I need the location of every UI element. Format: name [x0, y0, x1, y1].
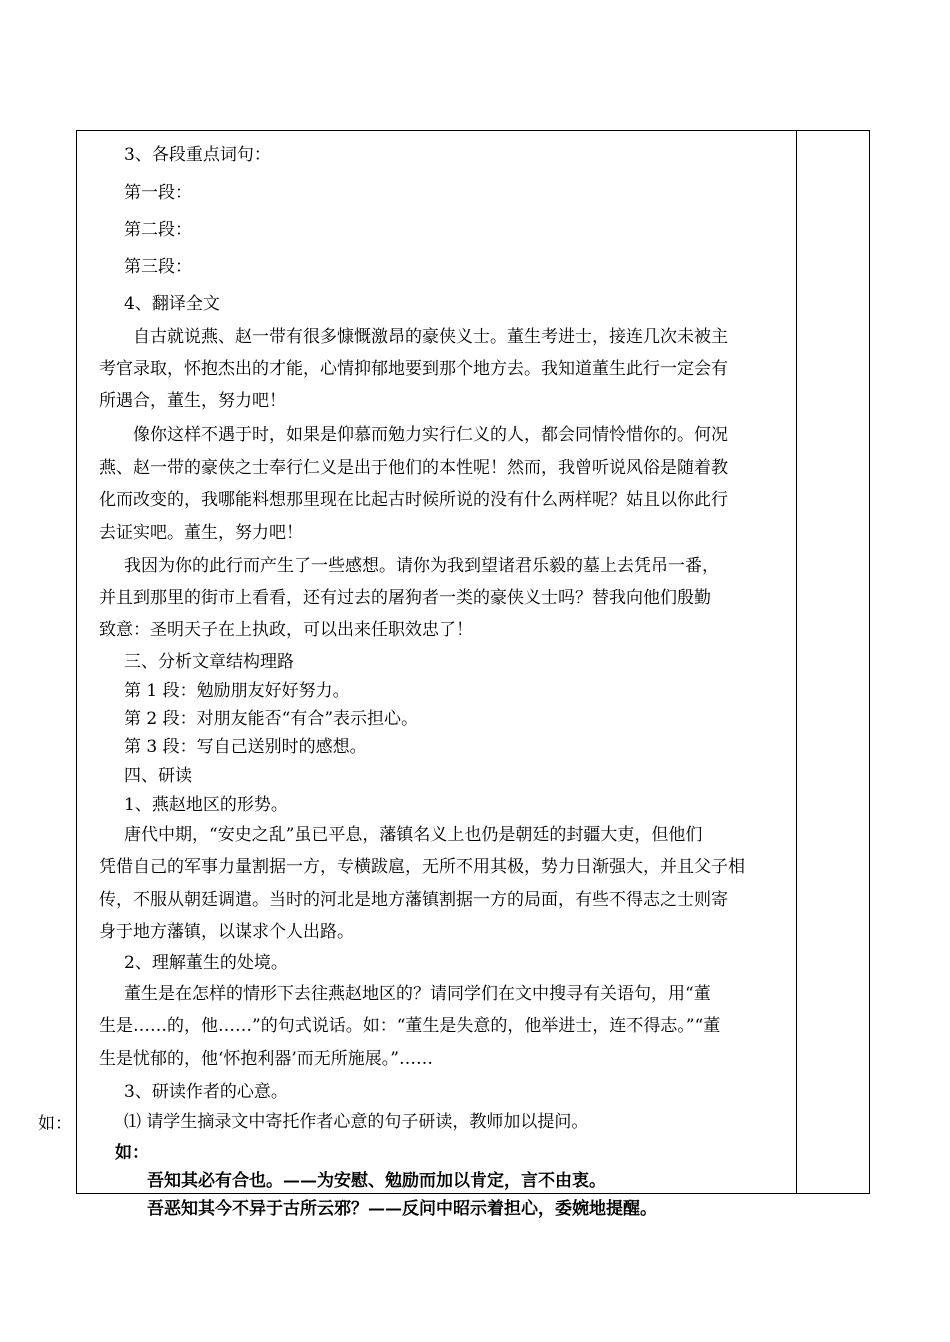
example-sentence: 吾知其必有合也。——为安慰、勉励而加以肯定，言不由衷。	[147, 1171, 606, 1191]
study-subtitle: 2、理解董生的处境。	[124, 953, 288, 973]
column-divider	[796, 131, 797, 1193]
translation-text: 像你这样不遇于时，如果是仰慕而勉力实行仁义的人，都会同情怜惜你的。何况	[133, 425, 728, 445]
translation-text: 我因为你的此行而产生了一些感想。请你为我到望诸君乐毅的墓上去凭吊一番，	[124, 556, 719, 576]
structure-item: 第 1 段：勉励朋友好好努力。	[124, 681, 350, 701]
paragraph-2-label: 第二段：	[124, 220, 192, 240]
translation-text: 所遇合，董生，努力吧！	[99, 391, 286, 411]
translation-text: 并且到那里的街市上看看，还有过去的屠狗者一类的豪侠义士吗？替我向他们殷勤	[99, 588, 711, 608]
study-title: 四、研读	[124, 766, 192, 786]
translation-text: 去证实吧。董生，努力吧！	[99, 523, 303, 543]
structure-item: 第 2 段：对朋友能否“有合”表示担心。	[124, 709, 419, 729]
study-text: 唐代中期，“安史之乱”虽已平息，藩镇名义上也仍是朝廷的封疆大吏，但他们	[124, 825, 703, 845]
study-text: 凭借自己的军事力量割据一方，专横跋扈，无所不用其极，势力日渐强大，并且父子相	[99, 857, 745, 877]
structure-title: 三、分析文章结构理路	[124, 652, 294, 672]
study-subtitle: 3、研读作者的心意。	[124, 1082, 288, 1102]
example-sentence: 吾恶知其今不异于古所云邪？——反问中昭示着担心，委婉地提醒。	[147, 1199, 657, 1219]
study-text: 传，不服从朝廷调遣。当时的河北是地方藩镇割据一方的局面，有些不得志之士则寄	[99, 890, 728, 910]
example-label: 如：	[115, 1143, 149, 1163]
section-4-title: 4、翻译全文	[124, 294, 220, 314]
study-subtitle: 1、燕赵地区的形势。	[124, 795, 288, 815]
paragraph-1-label: 第一段：	[124, 183, 192, 203]
study-text: 董生是在怎样的情形下去往燕赵地区的？请同学们在文中搜寻有关语句，用“董	[124, 984, 711, 1004]
margin-example-label: 如：	[38, 1114, 72, 1134]
study-text: 生是……的，他……”的句式说话。如：“董生是失意的，他举进士，连不得志。”“董	[99, 1016, 721, 1036]
section-3-title: 3、各段重点词句：	[124, 145, 271, 165]
translation-text: 考官录取，怀抱杰出的才能，心情抑郁地要到那个地方去。我知道董生此行一定会有	[99, 359, 728, 379]
study-text: 生是忧郁的，他‘怀抱利器’而无所施展。”……	[99, 1049, 433, 1069]
translation-text: 致意：圣明天子在上执政，可以出来任职效忠了！	[99, 620, 473, 640]
study-text: 身于地方藩镇，以谋求个人出路。	[99, 922, 354, 942]
structure-item: 第 3 段：写自己送别时的感想。	[124, 737, 367, 757]
paragraph-3-label: 第三段：	[124, 257, 192, 277]
lesson-table	[76, 130, 870, 1219]
translation-text: 燕、赵一带的豪侠之士奉行仁义是出于他们的本性呢！然而，我曾听说风俗是随着教	[99, 458, 728, 478]
translation-text: 化而改变的，我哪能料想那里现在比起古时候所说的没有什么两样呢？姑且以你此行	[99, 490, 728, 510]
study-text: ⑴ 请学生摘录文中寄托作者心意的句子研读，教师加以提问。	[124, 1112, 589, 1132]
translation-text: 自古就说燕、赵一带有很多慷慨激昂的豪侠义士。董生考进士，接连几次未被主	[133, 327, 728, 347]
